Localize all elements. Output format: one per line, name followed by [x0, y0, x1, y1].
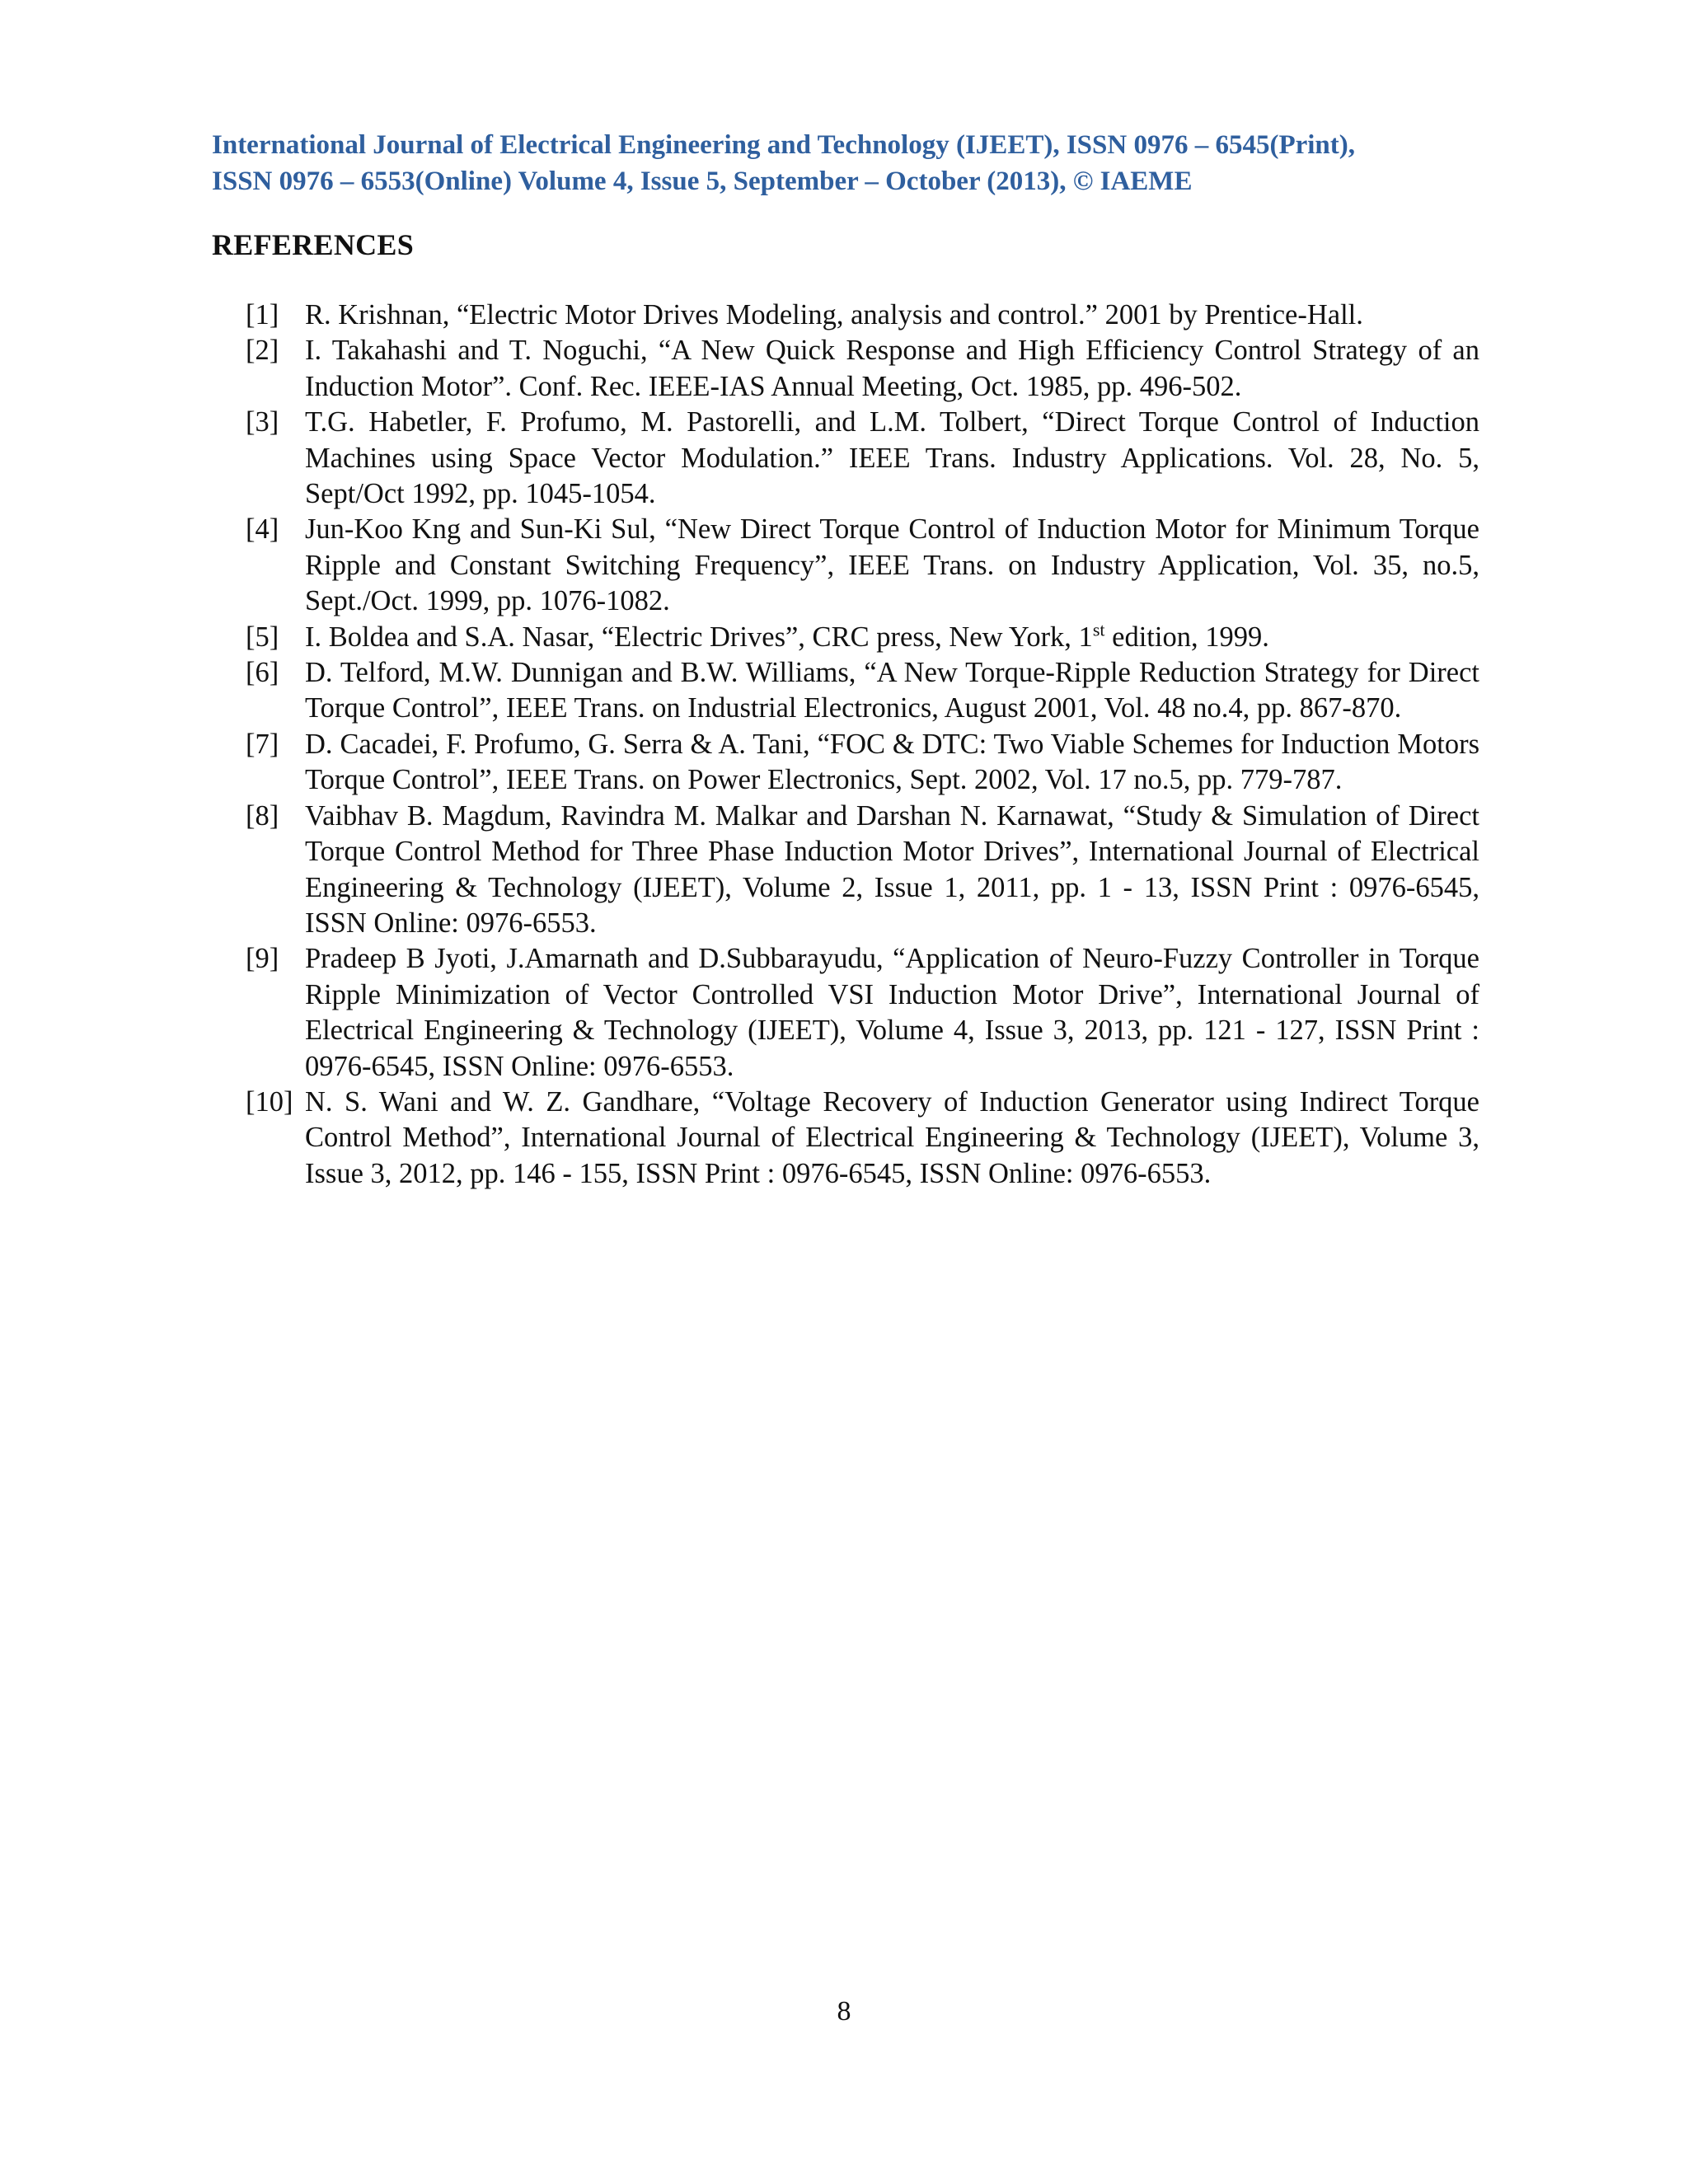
reference-number: [1] [246, 299, 279, 330]
reference-item-8 [246, 799, 1479, 942]
reference-text: Pradeep B Jyoti, J.Amarnath and D.Subbarayudu, “Application of Neuro-Fuzzy Controller in Torque Ripple Minimization of Vector Controlled VSI Induction Motor Drive”, International Journal of Electrical Engineering & Technology (IJEET), Volume 4, Issue 3, 2013, pp. 121 - 127, ISSN Print : 0976-6545, ISSN Online: 0976-6553. [305, 943, 1479, 1082]
reference-text: R. Krishnan, “Electric Motor Drives Modeling, analysis and control.” 2001 by Prentice-Hall. [305, 299, 1363, 330]
reference-item-10 [246, 1085, 1479, 1192]
reference-number: [3] [246, 406, 279, 438]
page-number: 8 [837, 1996, 851, 2027]
reference-text: Jun-Koo Kng and Sun-Ki Sul, “New Direct Torque Control of Induction Motor for Minimum Torque Ripple and Constant Switching Frequency”, IEEE Trans. on Industry Application, Vol. 35, no.5, Sept./Oct. 1999, pp. 1076-1082. [305, 513, 1479, 617]
reference-text-tail: edition, 1999. [1104, 621, 1269, 653]
reference-text [305, 620, 1479, 655]
reference-text: N. S. Wani and W. Z. Gandhare, “Voltage Recovery of Induction Generator using Indirect Torque Control Method”, International Journal of Electrical Engineering & Technology (IJEET), Volume 3, Issue 3, 2012, pp. 146 - 155, ISSN Print : 0976-6545, ISSN Online: 0976-6553. [305, 1085, 1479, 1189]
reference-text: Vaibhav B. Magdum, Ravindra M. Malkar and Darshan N. Karnawat, “Study & Simulation of Direct Torque Control Method for Three Phase Induction Motor Drives”, International Journal of Electrical Engineering & Technology (IJEET), Volume 2, Issue 1, 2011, pp. 1 - 13, ISSN Print : 0976-6545, ISSN Online: 0976-6553. [305, 799, 1479, 939]
journal-header-line-1: International Journal of Electrical Engineering and Technology (IJEET), ISSN 0976 – 6545(Print), [212, 130, 1355, 160]
reference-number: [7] [246, 728, 279, 760]
reference-number: [5] [246, 621, 279, 653]
reference-item-2 [246, 333, 1479, 405]
reference-number: [4] [246, 513, 279, 546]
reference-text: D. Cacadei, F. Profumo, G. Serra & A. Tani, “FOC & DTC: Two Viable Schemes for Induction Motors Torque Control”, IEEE Trans. on Power Electronics, Sept. 2002, Vol. 17 no.5, pp. 779-787. [305, 728, 1479, 796]
reference-text: D. Telford, M.W. Dunnigan and B.W. Williams, “A New Torque-Ripple Reduction Strategy for Direct Torque Control”, IEEE Trans. on Industrial Electronics, August 2001, Vol. 48 no.4, pp. 867-870. [305, 657, 1479, 724]
reference-list [246, 298, 1479, 1192]
reference-number: [2] [246, 335, 279, 367]
reference-number: [6] [246, 657, 279, 689]
reference-item-9 [246, 941, 1479, 1085]
reference-number: [8] [246, 799, 279, 832]
reference-item-7 [246, 727, 1479, 799]
journal-header [212, 127, 1479, 199]
references-heading: REFERENCES [212, 228, 415, 261]
ordinal-superscript: st [1092, 619, 1105, 640]
reference-text: T.G. Habetler, F. Profumo, M. Pastorelli, and L.M. Tolbert, “Direct Torque Control of Induction Machines using Space Vector Modulation.” IEEE Trans. Industry Applications. Vol. 28, No. 5, Sept/Oct 1992, pp. 1045-1054. [305, 406, 1479, 510]
reference-item-4 [246, 512, 1479, 619]
reference-item-6 [246, 655, 1479, 727]
reference-item-5 [246, 620, 1479, 655]
reference-number: [10] [246, 1085, 293, 1118]
reference-text-main: I. Boldea and S.A. Nasar, “Electric Drives”, CRC press, New York, 1 [305, 621, 1093, 653]
reference-text: I. Takahashi and T. Noguchi, “A New Quick Response and High Efficiency Control Strategy of an Induction Motor”. Conf. Rec. IEEE-IAS Annual Meeting, Oct. 1985, pp. 496-502. [305, 335, 1479, 402]
reference-item-3 [246, 405, 1479, 512]
reference-item-1 [246, 298, 1479, 333]
reference-number: [9] [246, 943, 279, 975]
journal-header-line-2: ISSN 0976 – 6553(Online) Volume 4, Issue 5, September – October (2013), © IAEME [212, 166, 1193, 196]
